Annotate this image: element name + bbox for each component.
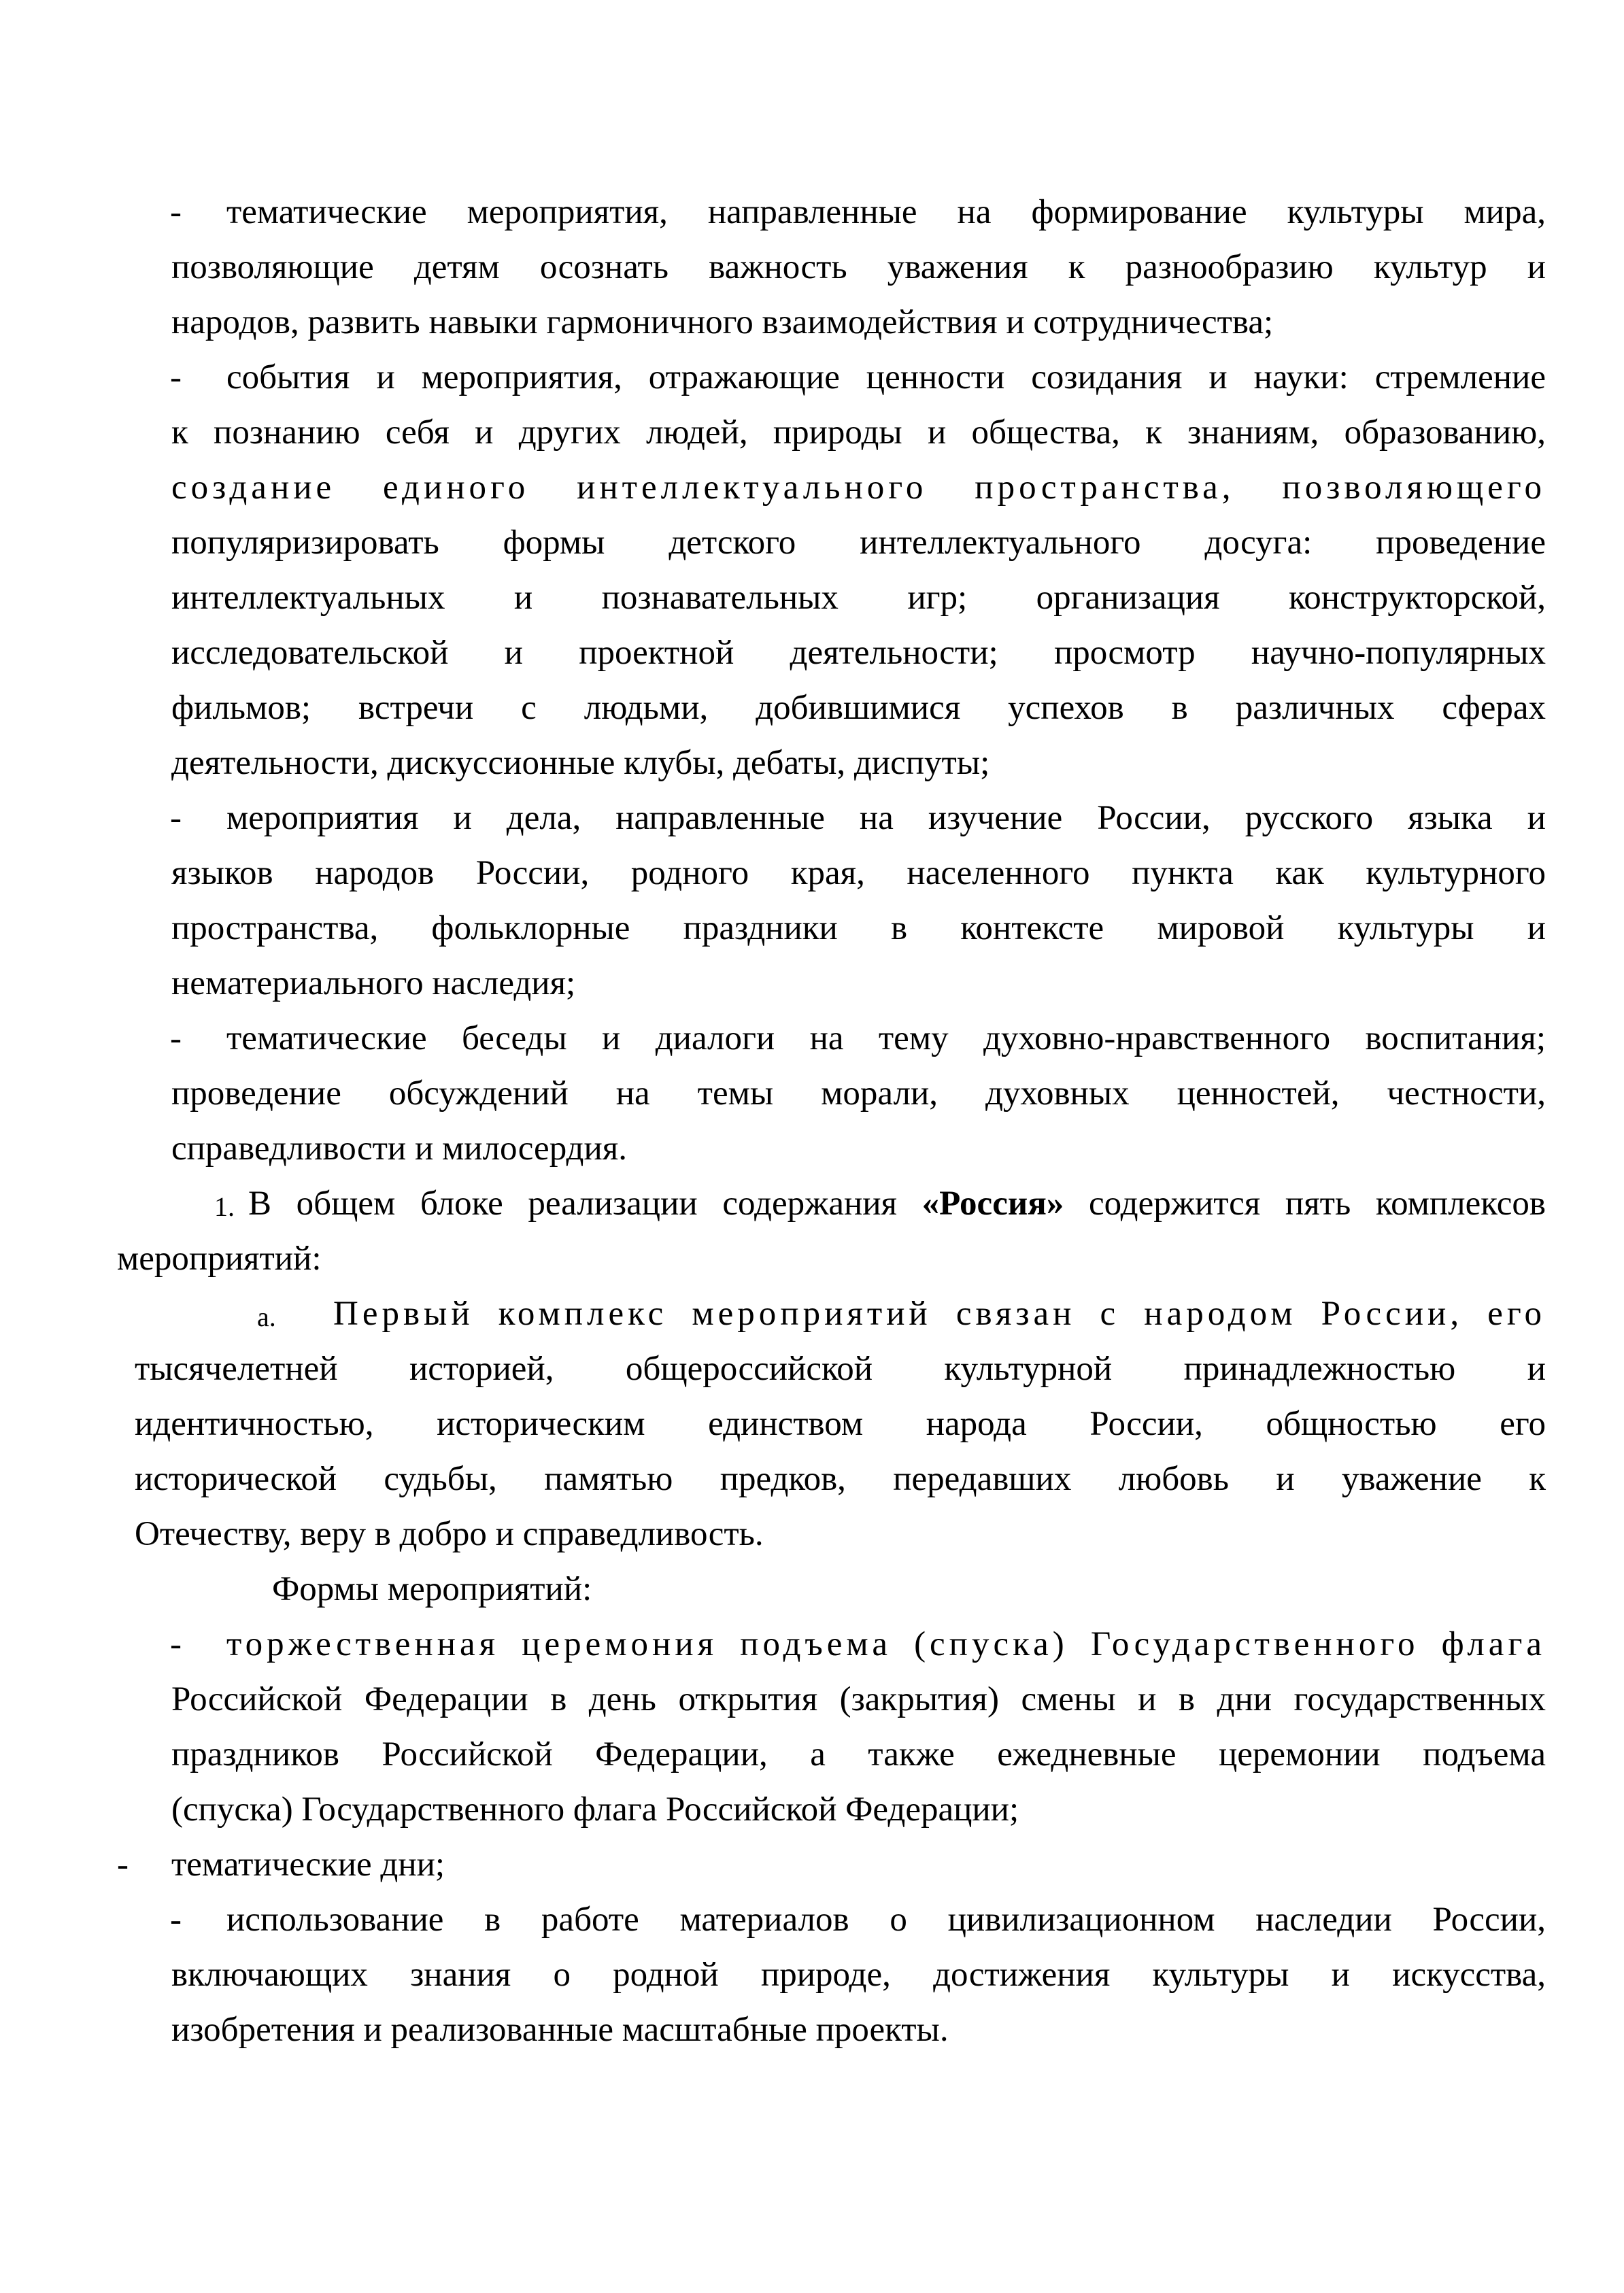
bullet-dash: - (170, 1901, 182, 1939)
text-line: фильмов; встречи с людьми, добившимися успехов в различных сферах (171, 689, 1546, 727)
text-line: Первый комплекс мероприятий связан с народом России, его (333, 1295, 1546, 1333)
text-line: использование в работе материалов о цивилизационном наследии России, (226, 1901, 1546, 1939)
text-line: торжественная церемония подъема (спуска) Государственного флага (226, 1625, 1546, 1663)
text-line: пространства, фольклорные праздники в контексте мировой культуры и (171, 909, 1546, 947)
text-line: В общем блоке реализации содержания «Россия» содержится пять комплексов (248, 1185, 1546, 1223)
text-line: Отечеству, веру в добро и справедливость. (135, 1515, 764, 1553)
text-line: включающих знания о родной природе, достижения культуры и искусства, (171, 1956, 1546, 1994)
bullet-dash: - (170, 1019, 182, 1057)
bold-term: «Россия» (921, 1185, 1064, 1223)
text-line: события и мероприятия, отражающие ценности созидания и науки: стремление (226, 358, 1546, 396)
text-line: изобретения и реализованные масштабные проекты. (171, 2011, 949, 2049)
text-line: (спуска) Государственного флага Российской Федерации; (171, 1790, 1019, 1829)
text-line: языков народов России, родного края, населенного пункта как культурного (171, 854, 1546, 892)
text-line: исследовательской и проектной деятельности; просмотр научно-популярных (171, 634, 1546, 672)
text-line: тематические мероприятия, направленные на формирование культуры мира, (226, 193, 1546, 231)
text-line: создание единого интеллектуального пространства, позволяющего (171, 469, 1546, 507)
section-heading: Формы мероприятий: (272, 1570, 592, 1608)
text-line: исторической судьбы, памятью предков, передавших любовь и уважение к (135, 1460, 1546, 1498)
text-line: тематические дни; (171, 1846, 445, 1884)
list-letter: a. (257, 1302, 276, 1332)
text-line: мероприятий: (117, 1240, 322, 1278)
text-line: проведение обсуждений на темы морали, духовных ценностей, честности, (171, 1074, 1546, 1112)
text-line: Российской Федерации в день открытия (закрытия) смены и в дни государственных (171, 1680, 1546, 1718)
text-line: праздников Российской Федерации, а также ежедневные церемонии подъема (171, 1735, 1546, 1773)
bullet-dash: - (117, 1846, 129, 1884)
bullet-dash: - (170, 193, 182, 231)
bullet-dash: - (170, 1625, 182, 1663)
text-line: тематические беседы и диалоги на тему духовно-нравственного воспитания; (226, 1019, 1546, 1057)
text-line: позволяющие детям осознать важность уважения к разнообразию культур и (171, 248, 1546, 286)
text-line: мероприятия и дела, направленные на изучение России, русского языка и (226, 799, 1546, 837)
text-line: народов, развить навыки гармоничного взаимодействия и сотрудничества; (171, 303, 1274, 341)
text-line: интеллектуальных и познавательных игр; организация конструкторской, (171, 579, 1546, 617)
text-line: деятельности, дискуссионные клубы, дебаты, диспуты; (171, 744, 990, 782)
list-number: 1. (214, 1191, 235, 1222)
bullet-dash: - (170, 799, 182, 837)
text-line: нематериального наследия; (171, 964, 576, 1002)
text-line: идентичностью, историческим единством народа России, общностью его (135, 1405, 1546, 1443)
text-line: тысячелетней историей, общероссийской культурной принадлежностью и (135, 1350, 1546, 1388)
text-line: популяризировать формы детского интеллектуального досуга: проведение (171, 524, 1546, 562)
text-line: справедливости и милосердия. (171, 1129, 627, 1168)
bullet-dash: - (170, 358, 182, 396)
text-line: к познанию себя и других людей, природы и общества, к знаниям, образованию, (171, 413, 1546, 452)
